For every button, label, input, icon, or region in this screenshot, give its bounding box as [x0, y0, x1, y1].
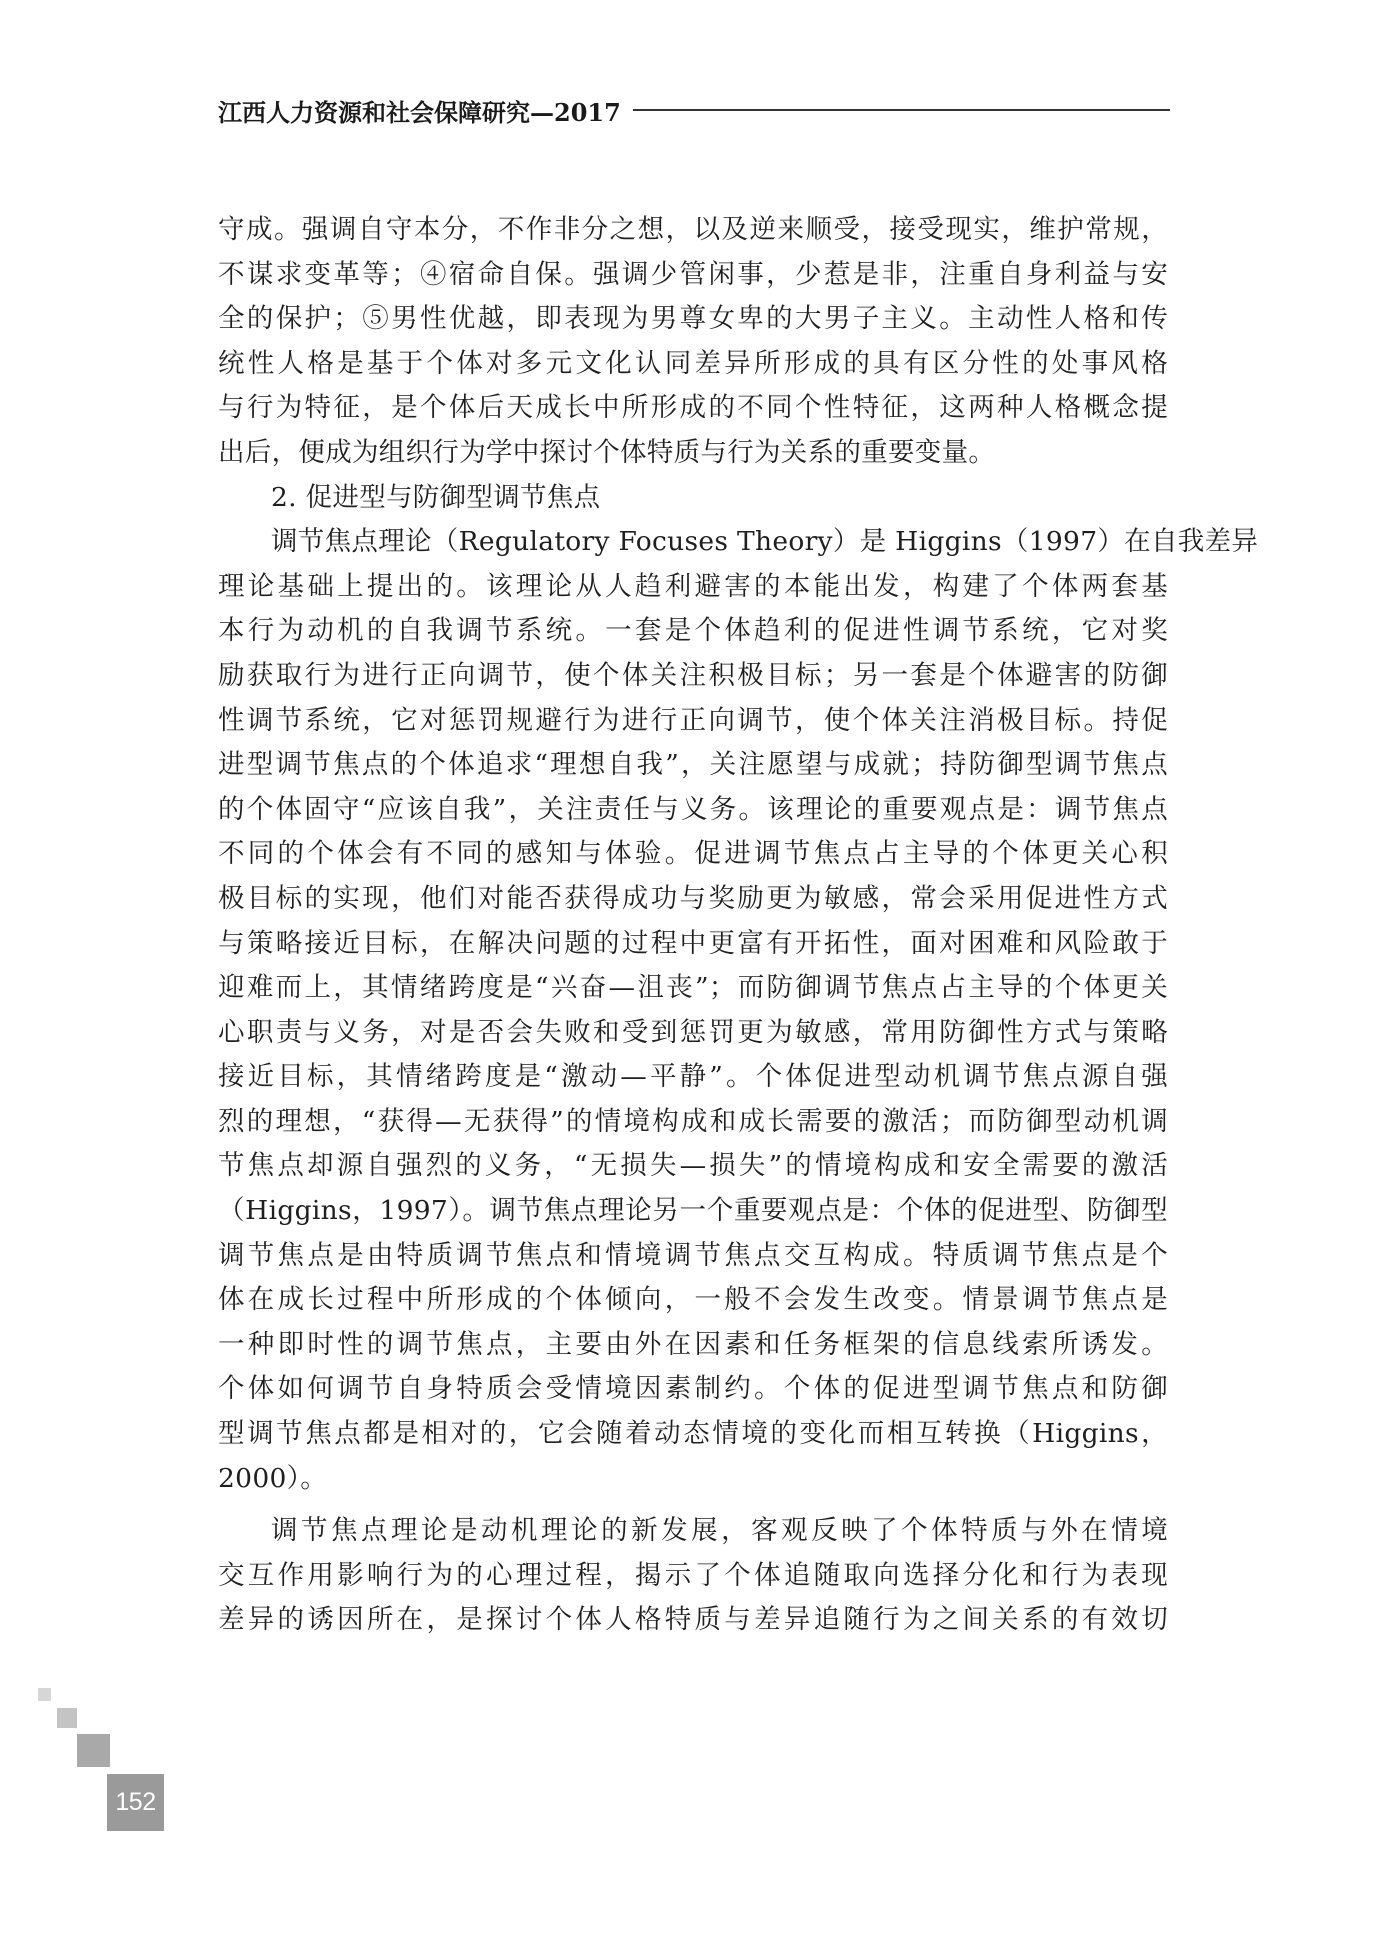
text-line: 统性人格是基于个体对多元文化认同差异所形成的具有区分性的处事风格 [218, 347, 1168, 379]
text-line: 烈的理想，“获得—无获得”的情境构成和成长需要的激活；而防御型动机调 [218, 1105, 1168, 1137]
text-line: 迎难而上，其情绪跨度是“兴奋—沮丧”；而防御调节焦点占主导的个体更关 [218, 972, 1168, 1004]
text-line: 励获取行为进行正向调节，使个体关注积极目标；另一套是个体避害的防御 [218, 659, 1168, 691]
text-line: 节焦点却源自强烈的义务，“无损失—损失”的情境构成和安全需要的激活 [218, 1150, 1168, 1182]
page-number-box [107, 1774, 164, 1831]
text-line: 的个体固守“应该自我”，关注责任与义务。该理论的重要观点是：调节焦点 [218, 793, 1168, 825]
header-rule [633, 109, 1170, 111]
text-line: 不谋求变革等；④宿命自保。强调少管闲事，少惹是非，注重自身利益与安 [218, 258, 1168, 290]
section-heading: 2. 促进型与防御型调节焦点 [271, 481, 601, 513]
decorative-square [57, 1708, 77, 1728]
text-line: 与策略接近目标，在解决问题的过程中更富有开拓性，面对困难和风险敢于 [218, 927, 1168, 959]
text-line: 个体如何调节自身特质会受情境因素制约。个体的促进型调节焦点和防御 [218, 1373, 1168, 1405]
text-line: 调节焦点理论是动机理论的新发展，客观反映了个体特质与外在情境 [271, 1515, 1168, 1547]
text-line: 体在成长过程中所形成的个体倾向，一般不会发生改变。情景调节焦点是 [218, 1284, 1168, 1316]
text-line: 本行为动机的自我调节系统。一套是个体趋利的促进性调节系统，它对奖 [218, 615, 1168, 647]
journal-title: 江西人力资源和社会保障研究—2017 [218, 97, 621, 127]
page-number: 152 [115, 1788, 156, 1816]
text-line: 出后，便成为组织行为学中探讨个体特质与行为关系的重要变量。 [218, 436, 996, 468]
text-line: 型调节焦点都是相对的，它会随着动态情境的变化而相互转换（Higgins， [218, 1418, 1168, 1450]
text-line: 进型调节焦点的个体追求“理想自我”，关注愿望与成就；持防御型调节焦点 [218, 749, 1168, 781]
text-line: 理论基础上提出的。该理论从人趋利避害的本能出发，构建了个体两套基 [218, 570, 1168, 602]
running-header [218, 92, 1170, 128]
text-line: 接近目标，其情绪跨度是“激动—平静”。个体促进型动机调节焦点源自强 [218, 1061, 1168, 1093]
text-line: 差异的诱因所在，是探讨个体人格特质与差异追随行为之间关系的有效切 [218, 1604, 1168, 1636]
text-line: 与行为特征，是个体后天成长中所形成的不同个性特征，这两种人格概念提 [218, 392, 1168, 424]
text-line: （Higgins，1997）。调节焦点理论另一个重要观点是：个体的促进型、防御型 [218, 1195, 1168, 1227]
text-line: 守成。强调自守本分，不作非分之想，以及逆来顺受，接受现实，维护常规， [218, 214, 1168, 245]
text-line: 性调节系统，它对惩罚规避行为进行正向调节，使个体关注消极目标。持促 [218, 704, 1168, 736]
text-line: 极目标的实现，他们对能否获得成功与奖励更为敏感，常会采用促进性方式 [218, 882, 1168, 914]
body-text [218, 208, 1259, 1643]
text-line: 心职责与义务，对是否会失败和受到惩罚更为敏感，常用防御性方式与策略 [218, 1016, 1168, 1048]
text-line: 不同的个体会有不同的感知与体验。促进调节焦点占主导的个体更关心积 [218, 838, 1168, 870]
text-line: 全的保护；⑤男性优越，即表现为男尊女卑的大男子主义。主动性人格和传 [218, 303, 1168, 335]
text-line: 一种即时性的调节焦点，主要由外在因素和任务框架的信息线索所诱发。 [218, 1328, 1168, 1360]
text-line: 2000）。 [218, 1462, 327, 1494]
decorative-square [38, 1688, 51, 1701]
text-line: 调节焦点是由特质调节焦点和情境调节焦点交互构成。特质调节焦点是个 [218, 1239, 1168, 1271]
paragraph-gap [218, 1501, 1168, 1509]
text-line: 调节焦点理论（Regulatory Focuses Theory）是 Higgins（1997）在自我差异 [271, 526, 1259, 558]
decorative-square [77, 1734, 110, 1767]
text-line: 交互作用影响行为的心理过程，揭示了个体追随取向选择分化和行为表现 [218, 1559, 1168, 1591]
